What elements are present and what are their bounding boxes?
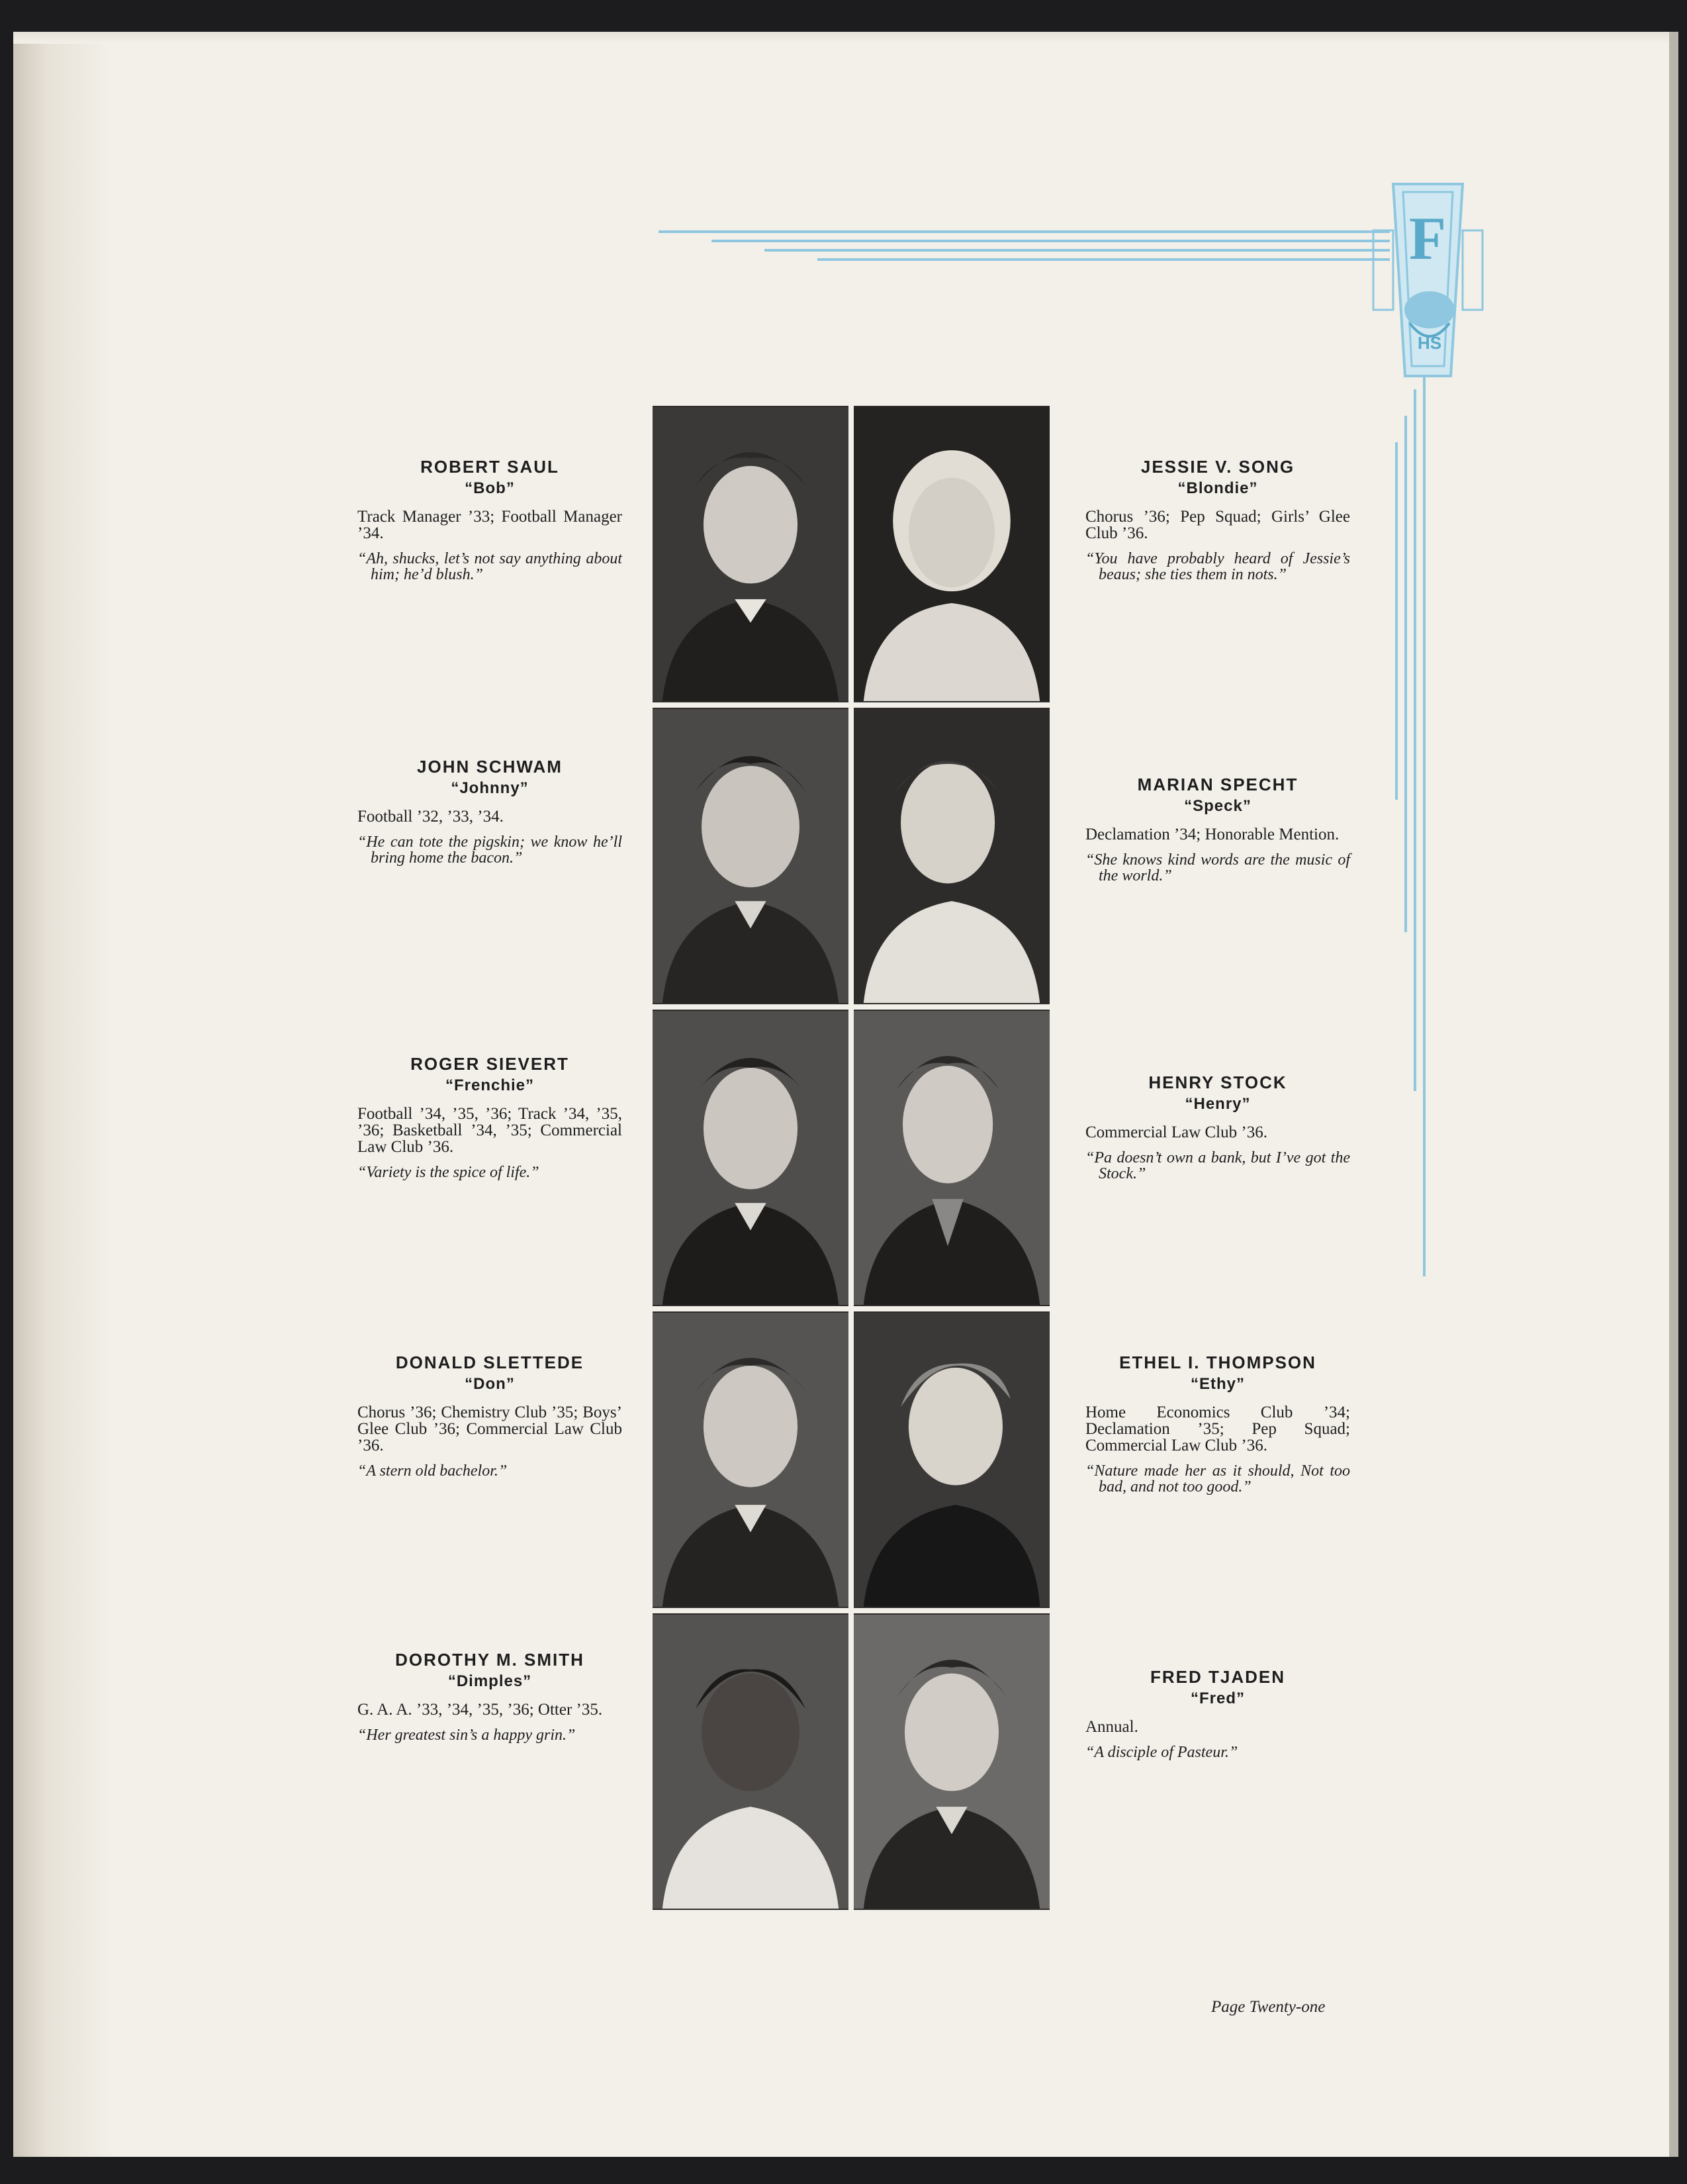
student-entry: [357, 1648, 622, 1743]
student-activities: Commercial Law Club ’36.: [1085, 1123, 1267, 1141]
portrait-henry-stock: [854, 1010, 1050, 1306]
portrait-grid: [653, 406, 1050, 1912]
student-quote: “Her greatest sin’s a happy grin.”: [357, 1727, 576, 1744]
student-name: ETHEL I. THOMPSON: [1119, 1353, 1316, 1372]
emblem-letter: F: [1408, 205, 1447, 272]
student-name: MARIAN SPECHT: [1137, 775, 1299, 794]
student-name: ROGER SIEVERT: [410, 1054, 569, 1074]
portrait-donald-slettede: [653, 1311, 848, 1608]
student-quote: “He can tote the pigskin; we know he’ll bring home the bacon.”: [357, 833, 622, 867]
portrait-roger-sievert: [653, 1010, 848, 1306]
emblem-initials: HS: [1417, 333, 1442, 353]
student-entry: [357, 1351, 622, 1479]
yearbook-page: [13, 32, 1678, 2157]
student-activities: Annual.: [1085, 1718, 1138, 1736]
student-nickname: “Johnny”: [451, 779, 529, 797]
student-quote: “She knows kind words are the music of the world.”: [1085, 851, 1350, 884]
student-quote: “A stern old bachelor.”: [357, 1462, 508, 1480]
portrait-fred-tjaden: [854, 1613, 1050, 1910]
student-name: DOROTHY M. SMITH: [395, 1650, 584, 1670]
student-nickname: “Frenchie”: [445, 1076, 535, 1094]
portrait-jessie-song: [854, 406, 1050, 702]
student-nickname: “Ethy”: [1190, 1375, 1245, 1393]
student-activities: Football ’32, ’33, ’34.: [357, 808, 504, 826]
student-entry: [1085, 1666, 1350, 1760]
page-number: Page Twenty-one: [1211, 1998, 1326, 2016]
student-nickname: “Speck”: [1184, 797, 1252, 815]
student-activities: G. A. A. ’33, ’34, ’35, ’36; Otter ’35.: [357, 1701, 603, 1719]
student-nickname: “Dimples”: [447, 1672, 532, 1690]
student-entry: [1085, 1071, 1350, 1182]
student-entry: [357, 455, 622, 583]
student-quote: “You have probably heard of Jessie’s beaus; she ties them in nots.”: [1085, 550, 1350, 583]
student-quote: “Ah, shucks, let’s not say anything about him; he’d blush.”: [357, 550, 622, 583]
portrait-robert-saul: [653, 406, 848, 702]
student-quote: “A disciple of Pasteur.”: [1085, 1744, 1238, 1761]
student-name: JESSIE V. SONG: [1140, 457, 1295, 477]
student-entry: [1085, 1351, 1350, 1495]
student-nickname: “Blondie”: [1177, 479, 1258, 497]
portrait-ethel-thompson: [854, 1311, 1050, 1608]
student-nickname: “Fred”: [1190, 1689, 1245, 1707]
student-activities: Declamation ’34; Honorable Mention.: [1085, 826, 1340, 843]
student-activities: Chorus ’36; Chemistry Club ’35; Boys’ Glee Club ’36; Commercial Law Club ’36.: [357, 1403, 622, 1454]
student-entry: [357, 1053, 622, 1180]
student-activities: Football ’34, ’35, ’36; Track ’34, ’35, ’36; Basketball ’34, ’35; Commercial Law Club ’36.: [357, 1105, 622, 1156]
student-name: ROBERT SAUL: [420, 457, 559, 477]
portrait-john-schwam: [653, 708, 848, 1004]
student-entry: [1085, 773, 1350, 884]
student-activities: Home Economics Club ’34; Declamation ’35; Pep Squad; Commercial Law Club ’36.: [1085, 1403, 1350, 1454]
student-quote: “Variety is the spice of life.”: [357, 1164, 539, 1181]
student-nickname: “Don”: [465, 1375, 515, 1393]
student-entry: [357, 755, 622, 866]
student-nickname: “Bob”: [465, 479, 515, 497]
student-entry: [1085, 455, 1350, 583]
portrait-dorothy-smith: [653, 1613, 848, 1910]
student-activities: Chorus ’36; Pep Squad; Girls’ Glee Club ’36.: [1085, 508, 1350, 542]
student-name: JOHN SCHWAM: [417, 757, 563, 777]
student-quote: “Nature made her as it should, Not too bad, and not too good.”: [1085, 1462, 1350, 1496]
student-quote: “Pa doesn’t own a bank, but I’ve got the Stock.”: [1085, 1149, 1350, 1182]
student-nickname: “Henry”: [1185, 1095, 1251, 1113]
portrait-marian-specht: [854, 708, 1050, 1004]
student-name: HENRY STOCK: [1148, 1072, 1287, 1092]
student-name: FRED TJADEN: [1150, 1667, 1285, 1687]
student-activities: Track Manager ’33; Football Manager ’34.: [357, 508, 622, 542]
student-name: DONALD SLETTEDE: [395, 1353, 584, 1372]
